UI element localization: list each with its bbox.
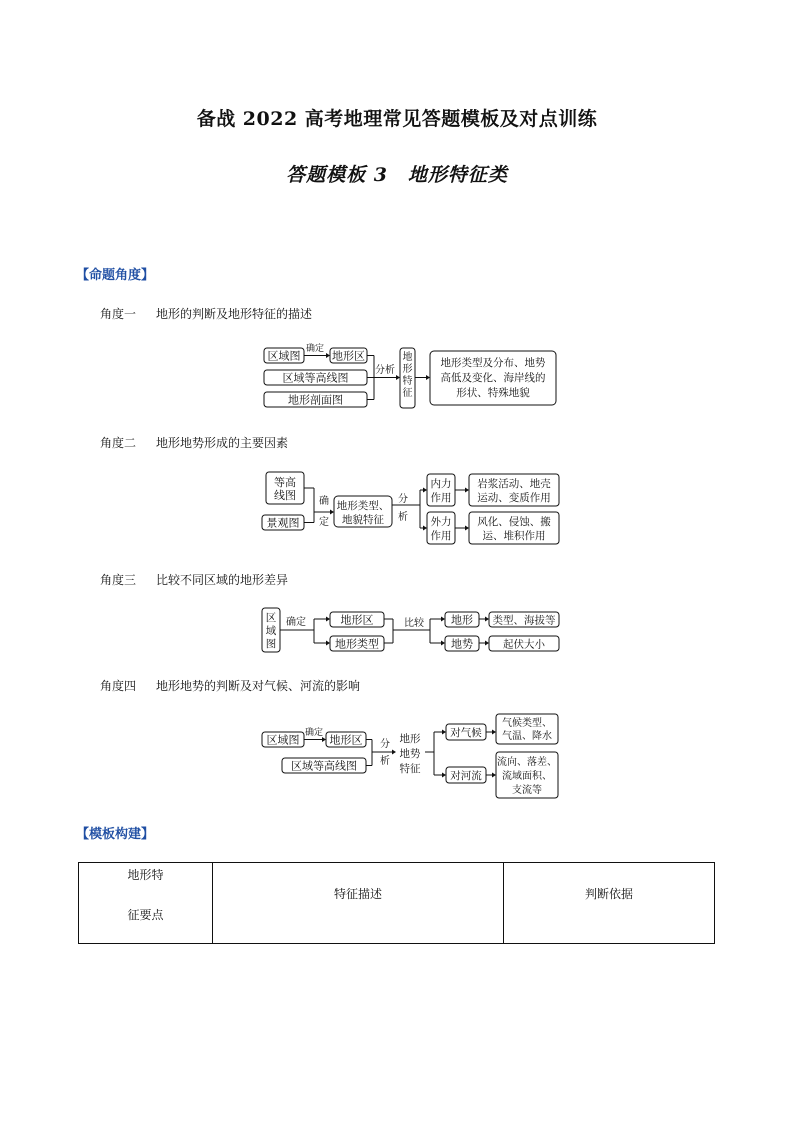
svg-text:岩浆活动、地壳: 岩浆活动、地壳 — [477, 478, 551, 490]
angle-label: 角度四 — [100, 679, 137, 693]
svg-text:对气候: 对气候 — [450, 727, 482, 739]
svg-text:地形: 地形 — [451, 613, 473, 627]
angle-text: 地形的判断及地形特征的描述 — [156, 307, 313, 321]
svg-text:流向、落差、: 流向、落差、 — [497, 757, 557, 768]
text-profile-map: 地形剖面图 — [288, 393, 343, 407]
svg-text:地形类型及分布、地势: 地形类型及分布、地势 — [440, 357, 546, 369]
svg-text:运动、变质作用: 运动、变质作用 — [477, 492, 551, 504]
text-region-map: 区域图 — [267, 349, 301, 363]
svg-text:对河流: 对河流 — [450, 770, 482, 782]
svg-text:地形区: 地形区 — [340, 613, 374, 627]
svg-text:运、堆积作用: 运、堆积作用 — [482, 530, 546, 542]
svg-text:分: 分 — [380, 739, 390, 750]
svg-text:地: 地 — [402, 352, 413, 363]
svg-text:气温、降水: 气温、降水 — [502, 731, 552, 742]
svg-text:区: 区 — [265, 612, 277, 624]
svg-text:确: 确 — [319, 496, 329, 507]
section-heading-template: 【模板构建】 — [76, 827, 155, 842]
document-subtitle: 答题模板 3 地形特征类 — [286, 164, 508, 186]
angle-text: 地形地势形成的主要因素 — [156, 436, 289, 450]
template-table — [78, 862, 715, 944]
svg-text:地貌特征: 地貌特征 — [342, 514, 384, 526]
table-cell-description: 特征描述 — [213, 863, 504, 944]
svg-text:地形类型、: 地形类型、 — [336, 500, 390, 512]
diagram-angle-2 — [258, 468, 564, 550]
svg-text:等高: 等高 — [274, 476, 296, 489]
svg-text:特征: 特征 — [399, 763, 421, 775]
svg-text:地形区: 地形区 — [329, 733, 363, 747]
svg-text:景观图: 景观图 — [266, 516, 300, 530]
svg-text:析: 析 — [398, 512, 408, 523]
diagram-angle-1 — [258, 340, 564, 412]
svg-text:分: 分 — [398, 494, 408, 505]
diagram-angle-3 — [258, 604, 564, 656]
svg-text:析: 析 — [380, 756, 390, 767]
svg-text:区域图: 区域图 — [266, 733, 300, 747]
svg-text:内力: 内力 — [430, 478, 452, 490]
svg-text:作用: 作用 — [430, 492, 452, 504]
svg-text:起伏大小: 起伏大小 — [503, 638, 545, 651]
svg-text:外力: 外力 — [430, 516, 452, 528]
svg-text:域: 域 — [265, 625, 277, 637]
angle-2 — [100, 434, 288, 451]
svg-text:形状、特殊地貌: 形状、特殊地貌 — [456, 387, 530, 399]
document-title: 备战 2022 高考地理常见答题模板及对点训练 — [196, 108, 598, 130]
table-cell-feature-points: 地形特 征要点 — [79, 863, 213, 944]
svg-text:流域面积、: 流域面积、 — [502, 771, 552, 782]
svg-text:确定: 确定 — [304, 728, 324, 738]
angle-1 — [100, 305, 312, 322]
angle-label: 角度一 — [100, 307, 137, 321]
angle-text: 比较不同区域的地形差异 — [156, 573, 289, 587]
angle-3 — [100, 571, 288, 588]
angle-label: 角度三 — [100, 573, 137, 587]
svg-text:比较: 比较 — [404, 618, 424, 629]
svg-text:区域等高线图: 区域等高线图 — [291, 759, 357, 773]
text-determine: 确定 — [305, 344, 325, 354]
svg-text:地势: 地势 — [451, 637, 473, 651]
svg-text:定: 定 — [319, 517, 329, 528]
angle-text: 地形地势的判断及对气候、河流的影响 — [156, 679, 361, 693]
table-cell-basis: 判断依据 — [504, 863, 715, 944]
svg-text:气候类型、: 气候类型、 — [502, 718, 552, 729]
svg-text:作用: 作用 — [430, 530, 452, 542]
svg-text:特: 特 — [402, 376, 413, 387]
diagram-angle-4 — [258, 712, 564, 802]
section-heading-angles: 【命题角度】 — [76, 268, 155, 283]
angle-label: 角度二 — [100, 436, 137, 450]
svg-text:地形类型: 地形类型 — [335, 637, 379, 651]
svg-text:高低及变化、海岸线的: 高低及变化、海岸线的 — [440, 372, 546, 384]
svg-text:类型、海拔等: 类型、海拔等 — [492, 614, 556, 627]
text-analyze: 分析 — [375, 365, 395, 376]
angle-4 — [100, 677, 360, 694]
svg-text:图: 图 — [265, 638, 277, 650]
svg-text:支流等: 支流等 — [512, 785, 542, 796]
svg-text:形: 形 — [402, 364, 413, 375]
svg-text:确定: 确定 — [286, 617, 306, 628]
svg-text:征: 征 — [402, 388, 413, 399]
svg-text:地形: 地形 — [399, 733, 421, 745]
svg-text:地势: 地势 — [399, 748, 421, 760]
svg-text:线图: 线图 — [274, 489, 296, 502]
svg-text:风化、侵蚀、搬: 风化、侵蚀、搬 — [477, 516, 551, 528]
text-contour-map: 区域等高线图 — [282, 371, 349, 385]
text-landform-area: 地形区 — [332, 349, 365, 363]
